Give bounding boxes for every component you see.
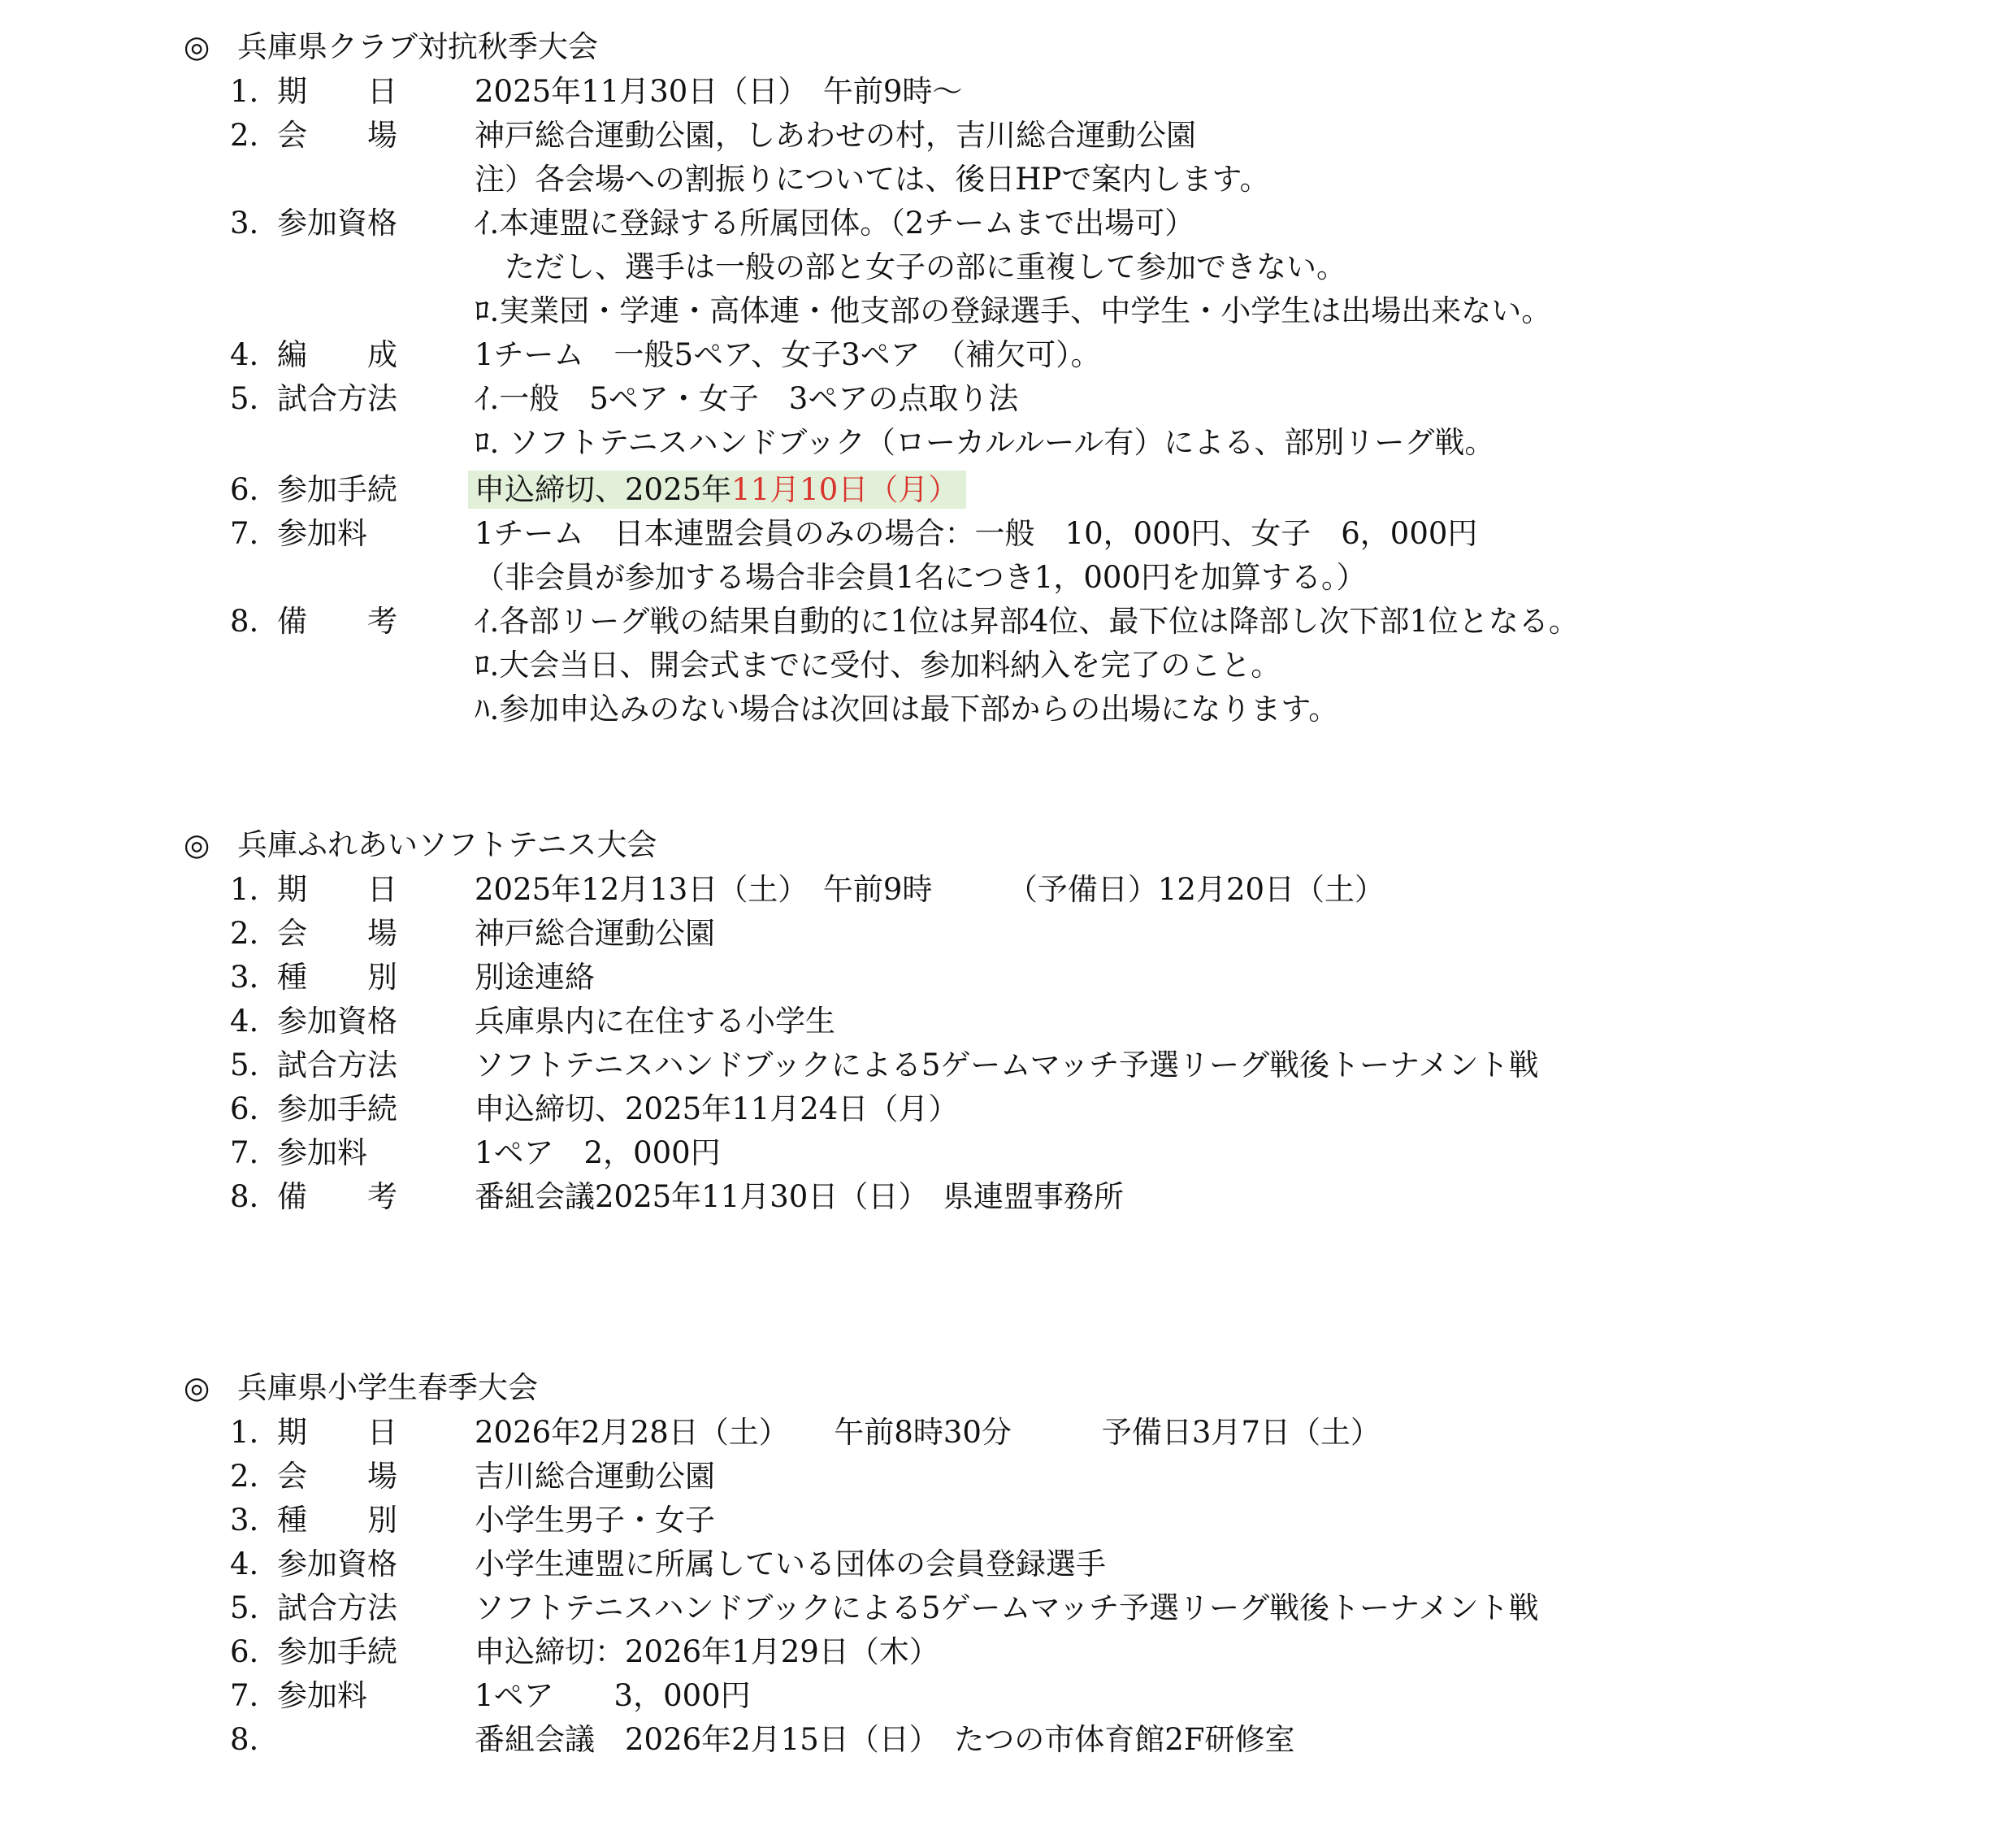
- item-label: 試合方法: [277, 1048, 397, 1082]
- item-value: ソフトテニスハンドブックによる5ゲームマッチ予選リーグ戦後トーナメント戦: [475, 1590, 1539, 1625]
- item-value: 小学生連盟に所属している団体の会員登録選手: [475, 1547, 1106, 1581]
- item-number: 1.: [230, 1415, 259, 1450]
- item-label: 試合方法: [277, 381, 397, 416]
- item-number: 7.: [230, 1135, 259, 1170]
- item-label: 参加料: [277, 1678, 367, 1713]
- item-value: ｲ.各部リーグ戦の結果自動的に1位は昇部4位、最下位は降部し次下部1位となる。: [475, 604, 1579, 639]
- item-value: ソフトテニスハンドブックによる5ゲームマッチ予選リーグ戦後トーナメント戦: [475, 1048, 1539, 1082]
- item-value: 1チーム 日本連盟会員のみの場合：一般 10，000円、女子 6，000円: [475, 516, 1478, 551]
- item-label: 期 日: [277, 1415, 397, 1450]
- item-label: 種 別: [277, 960, 397, 995]
- item-number: 8.: [230, 604, 259, 639]
- item-number: 6.: [230, 1634, 259, 1669]
- item-label: 備 考: [277, 1179, 397, 1214]
- item-value: ｲ.本連盟に登録する所属団体。（2チームまで出場可）: [475, 206, 1195, 241]
- item-value: 2025年12月13日（土） 午前9時 （予備日）12月20日（土）: [475, 872, 1385, 907]
- item-number: 4.: [230, 1547, 259, 1581]
- item-label: 参加手続: [277, 1091, 397, 1126]
- item-value: 2026年2月28日（土） 午前8時30分 予備日3月7日（土）: [475, 1415, 1381, 1450]
- item-value: 1チーム 一般5ペア、女子3ペア （補欠可）。: [475, 337, 1101, 372]
- item-label: 会 場: [277, 1459, 397, 1494]
- item-number: 3.: [230, 1503, 259, 1538]
- section-title-text: 兵庫県クラブ対抗秋季大会: [237, 29, 598, 64]
- item-label: 備 考: [277, 604, 397, 639]
- item-number: 7.: [230, 516, 259, 551]
- item-label: 参加手続: [277, 1634, 397, 1669]
- item-value: 2025年11月30日（日） 午前9時～: [475, 74, 963, 109]
- item-label: 編 成: [277, 337, 397, 372]
- item-value: ただし、選手は一般の部と女子の部に重複して参加できない。: [475, 249, 1346, 284]
- item-number: 8.: [230, 1722, 259, 1757]
- item-label: 参加手続: [277, 472, 397, 507]
- item-value: 申込締切、2025年11月24日（月）: [475, 1091, 959, 1126]
- item-number: 2.: [230, 1459, 259, 1494]
- item-value: 吉川総合運動公園: [475, 1459, 715, 1494]
- item-label: 期 日: [277, 74, 397, 109]
- deadline-date: 11月10日（月）: [731, 472, 959, 507]
- deadline-highlight: [475, 468, 966, 512]
- item-label: 期 日: [277, 872, 397, 907]
- item-number: 3.: [230, 206, 259, 241]
- section-title-text: 兵庫県小学生春季大会: [237, 1370, 538, 1405]
- item-value: 小学生男子・女子: [475, 1503, 715, 1538]
- section-title: [184, 822, 657, 868]
- item-number: 6.: [230, 472, 259, 507]
- item-number: 4.: [230, 1004, 259, 1039]
- item-value: 注）各会場への割振りについては、後日HPで案内します。: [475, 162, 1270, 197]
- item-label: 会 場: [277, 916, 397, 951]
- section-title: [184, 24, 598, 70]
- item-label: 参加資格: [277, 1547, 397, 1581]
- item-number: 5.: [230, 1048, 259, 1082]
- item-value: ﾛ.実業団・学連・高体連・他支部の登録選手、中学生・小学生は出場出来ない。: [475, 293, 1552, 328]
- item-label: 会 場: [277, 118, 397, 153]
- item-value: （非会員が参加する場合非会員1名につき1，000円を加算する。）: [475, 560, 1367, 595]
- item-number: 5.: [230, 1590, 259, 1625]
- item-label: 試合方法: [277, 1590, 397, 1625]
- item-number: 8.: [230, 1179, 259, 1214]
- item-number: 6.: [230, 1091, 259, 1126]
- item-value: 神戸総合運動公園: [475, 916, 715, 951]
- item-value: ｲ.一般 5ペア・女子 3ペアの点取り法: [475, 381, 1019, 416]
- bullseye-icon: ◎: [184, 29, 210, 64]
- item-value: 1ペア 2，000円: [475, 1135, 721, 1170]
- item-value: 兵庫県内に在住する小学生: [475, 1004, 835, 1039]
- item-value: 別途連絡: [475, 960, 595, 995]
- item-value: 番組会議 2026年2月15日（日） たつの市体育館2F研修室: [475, 1722, 1295, 1757]
- item-label: 参加料: [277, 1135, 367, 1170]
- section-title: [184, 1365, 538, 1411]
- bullseye-icon: ◎: [184, 1370, 210, 1405]
- item-number: 3.: [230, 960, 259, 995]
- item-number: 2.: [230, 916, 259, 951]
- item-number: 5.: [230, 381, 259, 416]
- item-value: ﾛ. ソフトテニスハンドブック（ローカルルール有）による、部別リーグ戦。: [475, 425, 1495, 460]
- item-number: 7.: [230, 1678, 259, 1713]
- item-label: 種 別: [277, 1503, 397, 1538]
- item-label: 参加資格: [277, 206, 397, 241]
- item-value: 申込締切：2026年1月29日（木）: [475, 1634, 939, 1669]
- item-value: ﾊ.参加申込みのない場合は次回は最下部からの出場になります。: [475, 692, 1339, 727]
- item-value: 1ペア 3，000円: [475, 1678, 751, 1713]
- item-number: 1.: [230, 74, 259, 109]
- item-value: ﾛ.大会当日、開会式までに受付、参加料納入を完了のこと。: [475, 648, 1281, 683]
- item-number: 4.: [230, 337, 259, 372]
- item-number: 1.: [230, 872, 259, 907]
- item-number: 2.: [230, 118, 259, 153]
- item-label: 参加料: [277, 516, 367, 551]
- deadline-prefix: 申込締切、2025年: [475, 472, 732, 507]
- item-value: 番組会議2025年11月30日（日） 県連盟事務所: [475, 1179, 1124, 1214]
- item-value: 神戸総合運動公園，しあわせの村，吉川総合運動公園: [475, 118, 1196, 153]
- section-title-text: 兵庫ふれあいソフトテニス大会: [237, 827, 657, 862]
- bullseye-icon: ◎: [184, 827, 210, 862]
- item-label: 参加資格: [277, 1004, 397, 1039]
